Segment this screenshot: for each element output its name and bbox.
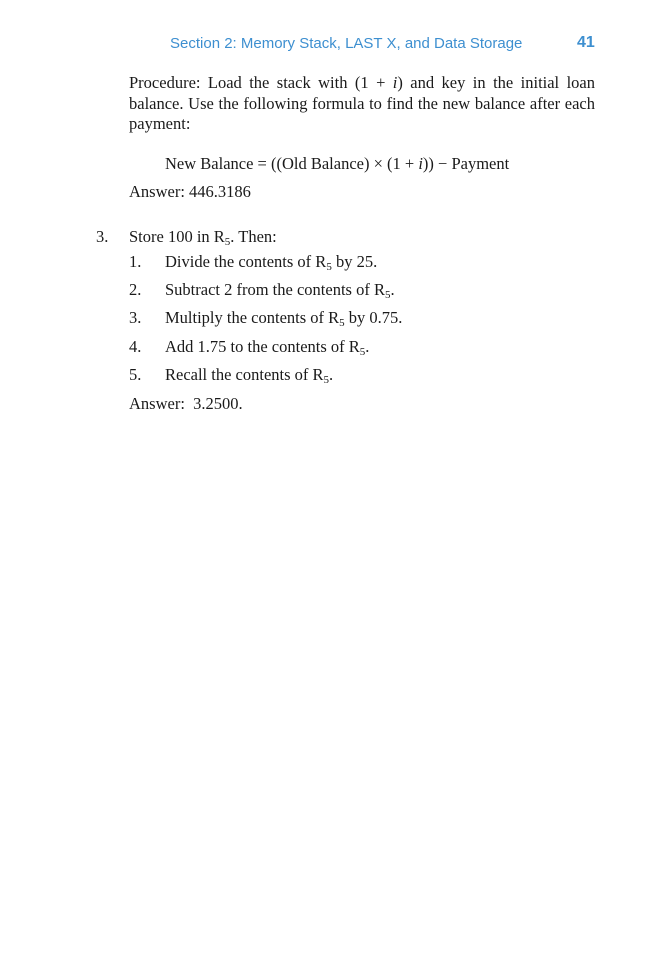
step-text-after: by 25. <box>331 252 378 271</box>
step-text <box>165 280 395 301</box>
step-number: 3. <box>129 308 142 327</box>
step-subscript: 5 <box>384 289 391 301</box>
step-text-after: . <box>329 365 334 384</box>
item-3-lead-text: Store 100 in R <box>129 227 225 246</box>
step-text-before: Subtract 2 from the contents of R <box>165 280 385 299</box>
answer-1: Answer: 446.3186 <box>129 182 251 201</box>
step-number: 1. <box>129 252 142 271</box>
step-1 <box>129 252 609 272</box>
step-subscript: 5 <box>323 374 330 386</box>
formula-variable: i <box>418 154 423 173</box>
answer-2: Answer: 3.2500. <box>129 394 243 413</box>
step-text-before: Multiply the contents of R <box>165 308 340 327</box>
step-subscript: 5 <box>326 261 332 273</box>
step-text-before: Recall the contents of R <box>165 365 324 384</box>
item-3-lead <box>129 227 277 248</box>
procedure-variable: i <box>392 73 398 92</box>
step-number: 2. <box>129 280 142 299</box>
step-text <box>165 252 377 273</box>
item-3-number: 3. <box>96 227 109 246</box>
procedure-paragraph <box>129 73 595 135</box>
step-3 <box>129 308 609 328</box>
step-text-before: Add 1.75 to the contents of R <box>165 337 360 356</box>
step-4 <box>129 337 609 357</box>
step-text-before: Divide the contents of R <box>165 252 327 271</box>
item-3-lead-after: . Then: <box>230 227 277 246</box>
step-number: 4. <box>129 337 142 356</box>
step-subscript: 5 <box>359 346 366 358</box>
item-3-lead-subscript: 5 <box>224 236 231 248</box>
step-subscript: 5 <box>339 317 345 329</box>
formula-text-1: New Balance = ((Old Balance) × (1 + <box>165 154 419 173</box>
step-number: 5. <box>129 365 142 384</box>
step-text <box>165 308 402 329</box>
balance-formula <box>165 154 509 175</box>
formula-text-2: )) − Payment <box>422 154 510 173</box>
step-text-after: . <box>365 337 370 356</box>
step-text-after: . <box>390 280 395 299</box>
step-text-after: by 0.75. <box>344 308 403 327</box>
step-2 <box>129 280 609 300</box>
procedure-text-1: Procedure: Load the stack with (1 + <box>129 73 393 92</box>
page-number: 41 <box>577 34 595 51</box>
step-text <box>165 365 333 386</box>
section-title: Section 2: Memory Stack, LAST X, and Data Storage <box>170 35 523 52</box>
page-header <box>0 35 666 55</box>
procedure-text-2: ) and key in the initial loan balance. Use the following formula to find the new balance after each payment: <box>129 73 595 133</box>
step-5 <box>129 365 609 385</box>
step-text <box>165 337 369 358</box>
